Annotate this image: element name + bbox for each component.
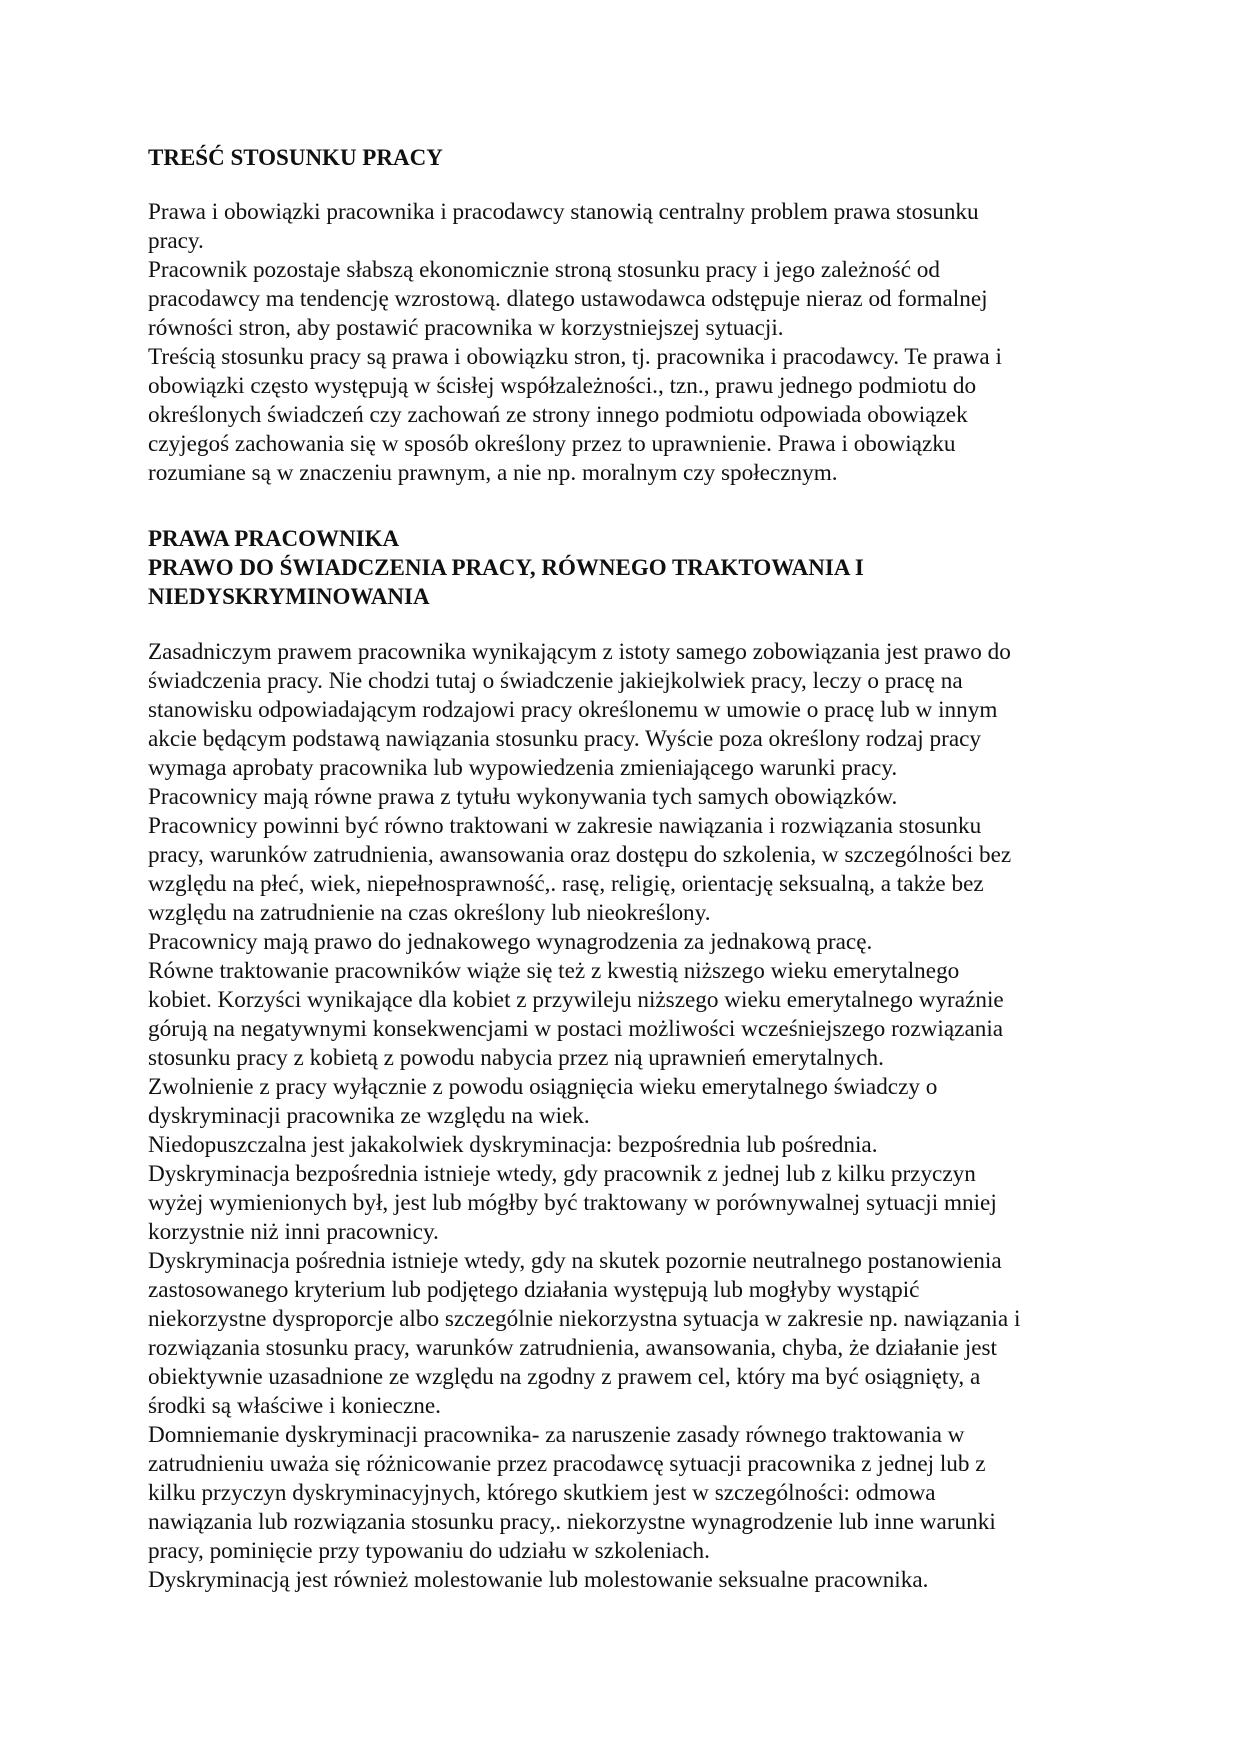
body-line: Zasadniczym prawem pracownika wynikającym z istoty samego zobowiązania jest prawo do xyxy=(148,639,1011,665)
body-line: zastosowanego kryterium lub podjętego działania występują lub mogłyby wystąpić xyxy=(148,1277,920,1303)
intro-line: obowiązki często występują w ścisłej współzależności., tzn., prawu jednego podmiotu do xyxy=(148,373,977,399)
body-line: kilku przyczyn dyskryminacyjnych, którego skutkiem jest w szczególności: odmowa xyxy=(148,1480,936,1506)
section-heading-line: NIEDYSKRYMINOWANIA xyxy=(148,584,430,609)
intro-line: Pracownik pozostaje słabszą ekonomicznie stroną stosunku pracy i jego zależność od xyxy=(148,257,940,283)
body-line: Dyskryminacja bezpośrednia istnieje wtedy, gdy pracownik z jednej lub z kilku przyczyn xyxy=(148,1161,976,1187)
body-line: nawiązania lub rozwiązania stosunku pracy,. niekorzystne wynagrodzenie lub inne warunki xyxy=(148,1509,996,1535)
body-line: dyskryminacji pracownika ze względu na wiek. xyxy=(148,1103,590,1129)
body-line: wymaga aprobaty pracownika lub wypowiedzenia zmieniającego warunki pracy. xyxy=(148,755,898,781)
body-line: pracy, warunków zatrudnienia, awansowania oraz dostępu do szkolenia, w szczególności bez xyxy=(148,842,1012,868)
body-paragraph xyxy=(148,638,1098,1595)
intro-line: równości stron, aby postawić pracownika w korzystniejszej sytuacji. xyxy=(148,315,784,341)
body-line: Równe traktowanie pracowników wiąże się też z kwestią niższego wieku emerytalnego xyxy=(148,958,960,984)
body-line: stanowisku odpowiadającym rodzajowi pracy określonemu w umowie o pracę lub w innym xyxy=(148,697,998,723)
body-line: Pracownicy mają prawo do jednakowego wynagrodzenia za jednakową pracę. xyxy=(148,929,873,955)
body-line: Pracownicy powinni być równo traktowani w zakresie nawiązania i rozwiązania stosunku xyxy=(148,813,982,839)
body-line: Dyskryminacją jest również molestowanie lub molestowanie seksualne pracownika. xyxy=(148,1567,929,1593)
body-line: świadczenia pracy. Nie chodzi tutaj o świadczenie jakiejkolwiek pracy, leczy o pracę na xyxy=(148,668,963,694)
body-line: Zwolnienie z pracy wyłącznie z powodu osiągnięcia wieku emerytalnego świadczy o xyxy=(148,1074,938,1100)
body-line: środki są właściwe i konieczne. xyxy=(148,1393,441,1419)
body-line: niekorzystne dysproporcje albo szczególnie niekorzystna sytuacja w zakresie np. nawiązania i xyxy=(148,1306,1021,1332)
section-heading xyxy=(148,524,1098,611)
body-line: względu na zatrudnienie na czas określony lub nieokreślony. xyxy=(148,900,711,926)
section-heading-line: PRAWO DO ŚWIADCZENIA PRACY, RÓWNEGO TRAKTOWANIA I xyxy=(148,555,864,580)
body-line: stosunku pracy z kobietą z powodu nabycia przez nią uprawnień emerytalnych. xyxy=(148,1045,884,1071)
intro-line: pracodawcy ma tendencję wzrostową. dlatego ustawodawca odstępuje nieraz od formalnej xyxy=(148,286,988,312)
intro-line: określonych świadczeń czy zachowań ze strony innego podmiotu odpowiada obowiązek xyxy=(148,402,968,428)
body-line: obiektywnie uzasadnione ze względu na zgodny z prawem cel, który ma być osiągnięty, a xyxy=(148,1364,981,1390)
section-heading-line: PRAWA PRACOWNIKA xyxy=(148,526,400,551)
body-line: Niedopuszczalna jest jakakolwiek dyskryminacja: bezpośrednia lub pośrednia. xyxy=(148,1132,878,1158)
body-line: wyżej wymienionych był, jest lub mógłby być traktowany w porównywalnej sytuacji mniej xyxy=(148,1190,997,1216)
body-line: względu na płeć, wiek, niepełnosprawność,. rasę, religię, orientację seksualną, a także bez xyxy=(148,871,984,897)
body-line: Dyskryminacja pośrednia istnieje wtedy, gdy na skutek pozornie neutralnego postanowienia xyxy=(148,1248,1002,1274)
body-line: akcie będącym podstawą nawiązania stosunku pracy. Wyście poza określony rodzaj pracy xyxy=(148,726,982,752)
body-line: rozwiązania stosunku pracy, warunków zatrudnienia, awansowania, chyba, że działanie jest xyxy=(148,1335,998,1361)
intro-line: Prawa i obowiązki pracownika i pracodawcy stanowią centralny problem prawa stosunku xyxy=(148,199,979,225)
intro-line: Treścią stosunku pracy są prawa i obowiązku stron, tj. pracownika i pracodawcy. Te prawa i xyxy=(148,344,1002,370)
body-line: zatrudnieniu uważa się różnicowanie przez pracodawcę sytuacji pracownika z jednej lub z xyxy=(148,1451,986,1477)
body-line: kobiet. Korzyści wynikające dla kobiet z przywileju niższego wieku emerytalnego wyraźnie xyxy=(148,987,1004,1013)
document-title: TREŚĆ STOSUNKU PRACY xyxy=(148,145,443,170)
intro-line: pracy. xyxy=(148,228,204,254)
intro-paragraph xyxy=(148,198,1098,488)
body-line: korzystnie niż inni pracownicy. xyxy=(148,1219,439,1245)
body-line: pracy, pominięcie przy typowaniu do udziału w szkoleniach. xyxy=(148,1538,710,1564)
document-page xyxy=(148,143,1098,1595)
body-line: górują na negatywnymi konsekwencjami w postaci możliwości wcześniejszego rozwiązania xyxy=(148,1016,1004,1042)
intro-line: czyjegoś zachowania się w sposób określony przez to uprawnienie. Prawa i obowiązku xyxy=(148,431,956,457)
body-line: Pracownicy mają równe prawa z tytułu wykonywania tych samych obowiązków. xyxy=(148,784,898,810)
body-line: Domniemanie dyskryminacji pracownika- za naruszenie zasady równego traktowania w xyxy=(148,1422,965,1448)
intro-line: rozumiane są w znaczeniu prawnym, a nie np. moralnym czy społecznym. xyxy=(148,460,838,486)
